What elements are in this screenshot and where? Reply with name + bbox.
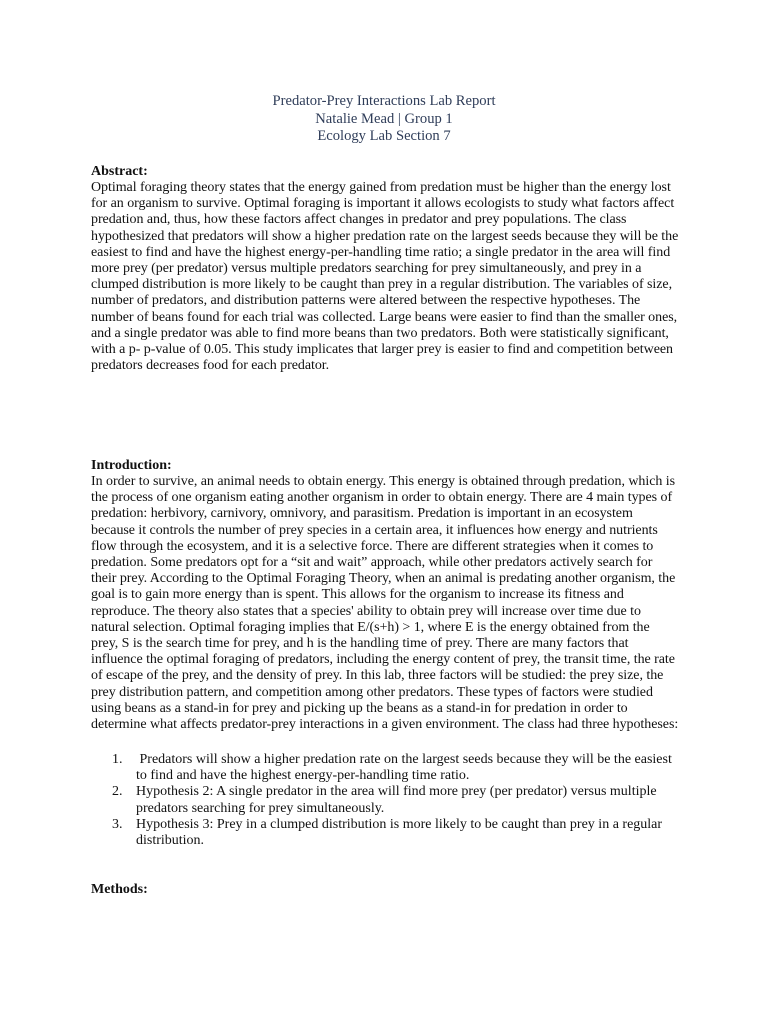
introduction-line: goal is to gain more energy than is spent. This allows for the organism to increase its fitness and [91, 587, 624, 603]
introduction-line: reproduce. The theory also states that a species' ability to obtain prey will increase over time due to [91, 603, 641, 619]
list-item-line: to find and have the highest energy-per-handling time ratio. [136, 768, 470, 784]
introduction-line: flow through the ecosystem, and it is a selective force. There are different strategies when it comes to [91, 538, 654, 554]
abstract-line: predators decreases food for each predator. [91, 358, 330, 374]
list-item-line: Hypothesis 3: Prey in a clumped distribution is more likely to be caught than prey in a regular [136, 816, 663, 832]
introduction-line: because it controls the number of prey species in a certain area, it influences how energy and nutrients [91, 522, 658, 538]
introduction-line: predation. Some predators opt for a “sit and wait” approach, while other predators actively search for [91, 555, 653, 571]
abstract-line: number of predators, and distribution patterns were altered between the respective hypotheses. The [91, 293, 641, 309]
list-item-text [136, 784, 692, 816]
list-item [112, 752, 692, 784]
list-item [112, 817, 692, 849]
report-title: Predator-Prey Interactions Lab Report [272, 93, 496, 109]
introduction-line: determine what affects predator-prey interactions in a given environment. The class had three hypotheses: [91, 717, 679, 733]
introduction-heading: Introduction: [91, 458, 172, 473]
section-line: Ecology Lab Section 7 [317, 128, 451, 144]
abstract-line: and a single predator was able to find more beans than two predators. Both were statistically significant, [91, 325, 669, 341]
introduction-line: natural selection. Optimal foraging implies that E/(s+h) > 1, where E is the energy obtained from the [91, 619, 650, 635]
list-item-line: Predators will show a higher predation rate on the largest seeds because they will be the easiest [136, 752, 672, 767]
introduction-line: In order to survive, an animal needs to obtain energy. This energy is obtained through predation, which is [91, 474, 675, 489]
introduction-line: of escape of the prey, and the density of prey. In this lab, three factors will be studied: the prey size, the [91, 668, 664, 684]
introduction-line: their prey. According to the Optimal Foraging Theory, when an animal is predating another organism, the [91, 571, 676, 587]
introduction-line: the process of one organism eating another organism in order to obtain energy. There are 4 main types of [91, 490, 673, 506]
list-item-text [136, 817, 692, 849]
abstract-line: clumped distribution is more likely to be caught than prey in a regular distribution. The variables of size, [91, 277, 673, 293]
list-number: 2. [112, 784, 123, 800]
abstract-line: number of beans found for each trial was collected. Large beans were easier to find than the smaller ones, [91, 309, 678, 325]
list-item-line: distribution. [136, 833, 205, 849]
abstract-line: with a p- p-value of 0.05. This study implicates that larger prey is easier to find and competition between [91, 342, 673, 358]
abstract-line: hypothesized that predators will show a higher predation rate on the largest seeds because they will be the [91, 228, 679, 244]
introduction-line: prey, S is the search time for prey, and h is the handling time of prey. There are many factors that [91, 636, 629, 652]
introduction-line: using beans as a stand-in for prey and picking up the beans as a stand-in for predation in order to [91, 700, 628, 716]
report-header [0, 93, 768, 146]
abstract-line: Optimal foraging theory states that the energy gained from predation must be higher than the energy lost [91, 180, 671, 195]
list-item [112, 784, 692, 816]
methods-heading: Methods: [91, 882, 148, 897]
abstract-paragraph [91, 180, 681, 374]
introduction-line: predation: herbivory, carnivory, omnivory, and parasitism. Predation is important in an ecosystem [91, 506, 633, 522]
abstract-line: more prey (per predator) versus multiple predators searching for prey simultaneously, and prey in a [91, 261, 642, 277]
list-number: 1. [112, 752, 123, 767]
list-number: 3. [112, 816, 123, 832]
introduction-line: influence the optimal foraging of predators, including the energy content of prey, the transit time, the rate [91, 652, 675, 668]
list-item-line: predators searching for prey simultaneously. [136, 800, 385, 816]
introduction-line: prey distribution pattern, and competition among other predators. These types of factors were studied [91, 684, 653, 700]
list-item-line: Hypothesis 2: A single predator in the area will find more prey (per predator) versus multiple [136, 784, 657, 800]
abstract-line: for an organism to survive. Optimal foraging is important it allows ecologists to study what factors affect [91, 196, 675, 212]
list-item-text [136, 752, 692, 784]
author-line: Natalie Mead | Group 1 [315, 110, 453, 127]
abstract-line: predation and, thus, how these factors affect changes in predator and prey populations. The class [91, 212, 627, 228]
introduction-paragraph [91, 474, 681, 733]
hypotheses-list [112, 752, 692, 849]
abstract-line: easiest to find and have the highest energy-per-handling time ratio; a single predator in the area will find [91, 244, 671, 260]
abstract-heading: Abstract: [91, 164, 148, 179]
